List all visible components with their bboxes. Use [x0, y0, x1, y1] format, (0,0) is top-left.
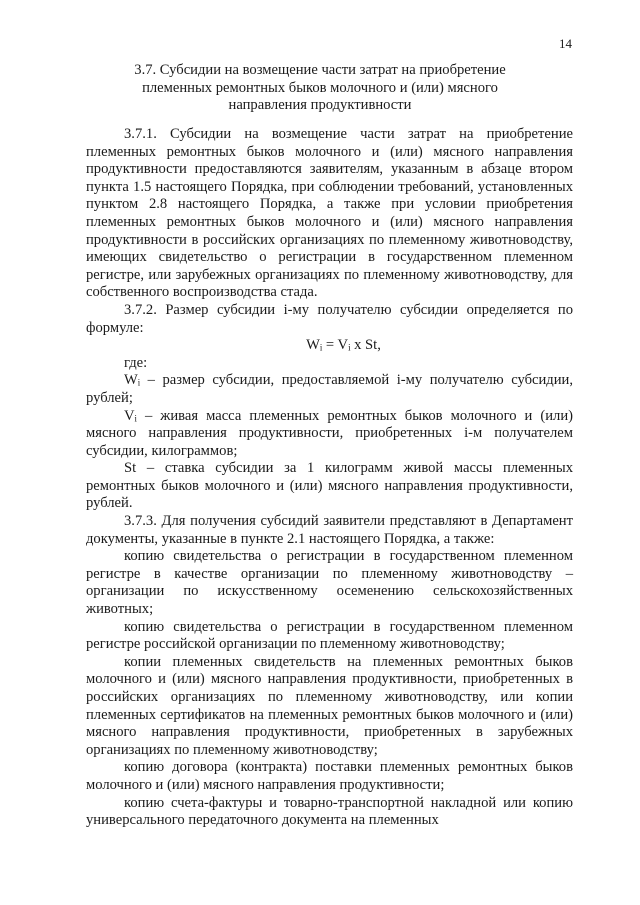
paragraph-where: где: [124, 354, 148, 371]
definition-st: St – ставка субсидии за 1 килограмм живой массы племенных ремонтных быков молочного и (или) мясного направления продуктивности, рублей. [86, 460, 573, 512]
formula: Wᵢ = Vᵢ x St, [306, 337, 381, 354]
list-item-supply-contract: копию договора (контракта) поставки племенных ремонтных быков молочного и (или) мясного направления продуктивности; [86, 759, 573, 793]
definition-vi: Vᵢ – живая масса племенных ремонтных быков молочного и (или) мясного направления продуктивности, приобретенных i-м получателем субсидии, килограммов; [86, 407, 573, 459]
definition-wi: Wᵢ – размер субсидии, предоставляемой i-му получателю субсидии, рублей; [86, 372, 573, 406]
document-body [86, 126, 573, 830]
list-item-registration-russian: копию свидетельства о регистрации в государственном племенном регистре российской организации по племенному животноводству; [86, 618, 573, 653]
list-item-registration-ai: копию свидетельства о регистрации в государственном племенном регистре в качестве организации по племенному животноводству – организации по искусственному осеменению сельскохозяйственных животных; [86, 548, 573, 618]
list-item-breeding-certificates: копии племенных свидетельств на племенных ремонтных быков молочного и (или) мясного направления продуктивности, приобретенных в российских организациях по племенному животноводству, или копии племенных сертификатов на племенных ремонтных быков молочного и (или) мясного направления продуктивности, приобретенных в зарубежных организациях по племенному животноводству; [86, 653, 573, 758]
list-item-invoice: копию счета-фактуры и товарно-транспортной накладной или копию универсального передаточного документа на племенных [86, 794, 573, 829]
section-title: 3.7. Субсидии на возмещение части затрат на приобретение племенных ремонтных быков молочного и (или) мясного направления продуктивности [134, 62, 506, 114]
paragraph-3-7-3: 3.7.3. Для получения субсидий заявители представляют в Департамент документы, указанные в пункте 2.1 настоящего Порядка, а также: [86, 513, 573, 547]
page-number: 14 [559, 36, 572, 51]
paragraph-3-7-1: 3.7.1. Субсидии на возмещение части затрат на приобретение племенных ремонтных быков молочного и (или) мясного направления продуктивности предоставляются заявителям, указанным в абзаце втором пункта 1.5 настоящего Порядка, при соблюдении требований, установленных пунктом 2.8 настоящего Порядка, а также при условии приобретения племенных ремонтных быков молочного и (или) мясного направления продуктивности в российских организациях по племенному животноводству, имеющих свидетельство о регистрации в государственном племенном регистре, или зарубежных организациях по племенному животноводству, для собственного воспроизводства стада. [86, 126, 573, 301]
paragraph-3-7-2: 3.7.2. Размер субсидии i-му получателю субсидии определяется по формуле: [86, 301, 573, 336]
